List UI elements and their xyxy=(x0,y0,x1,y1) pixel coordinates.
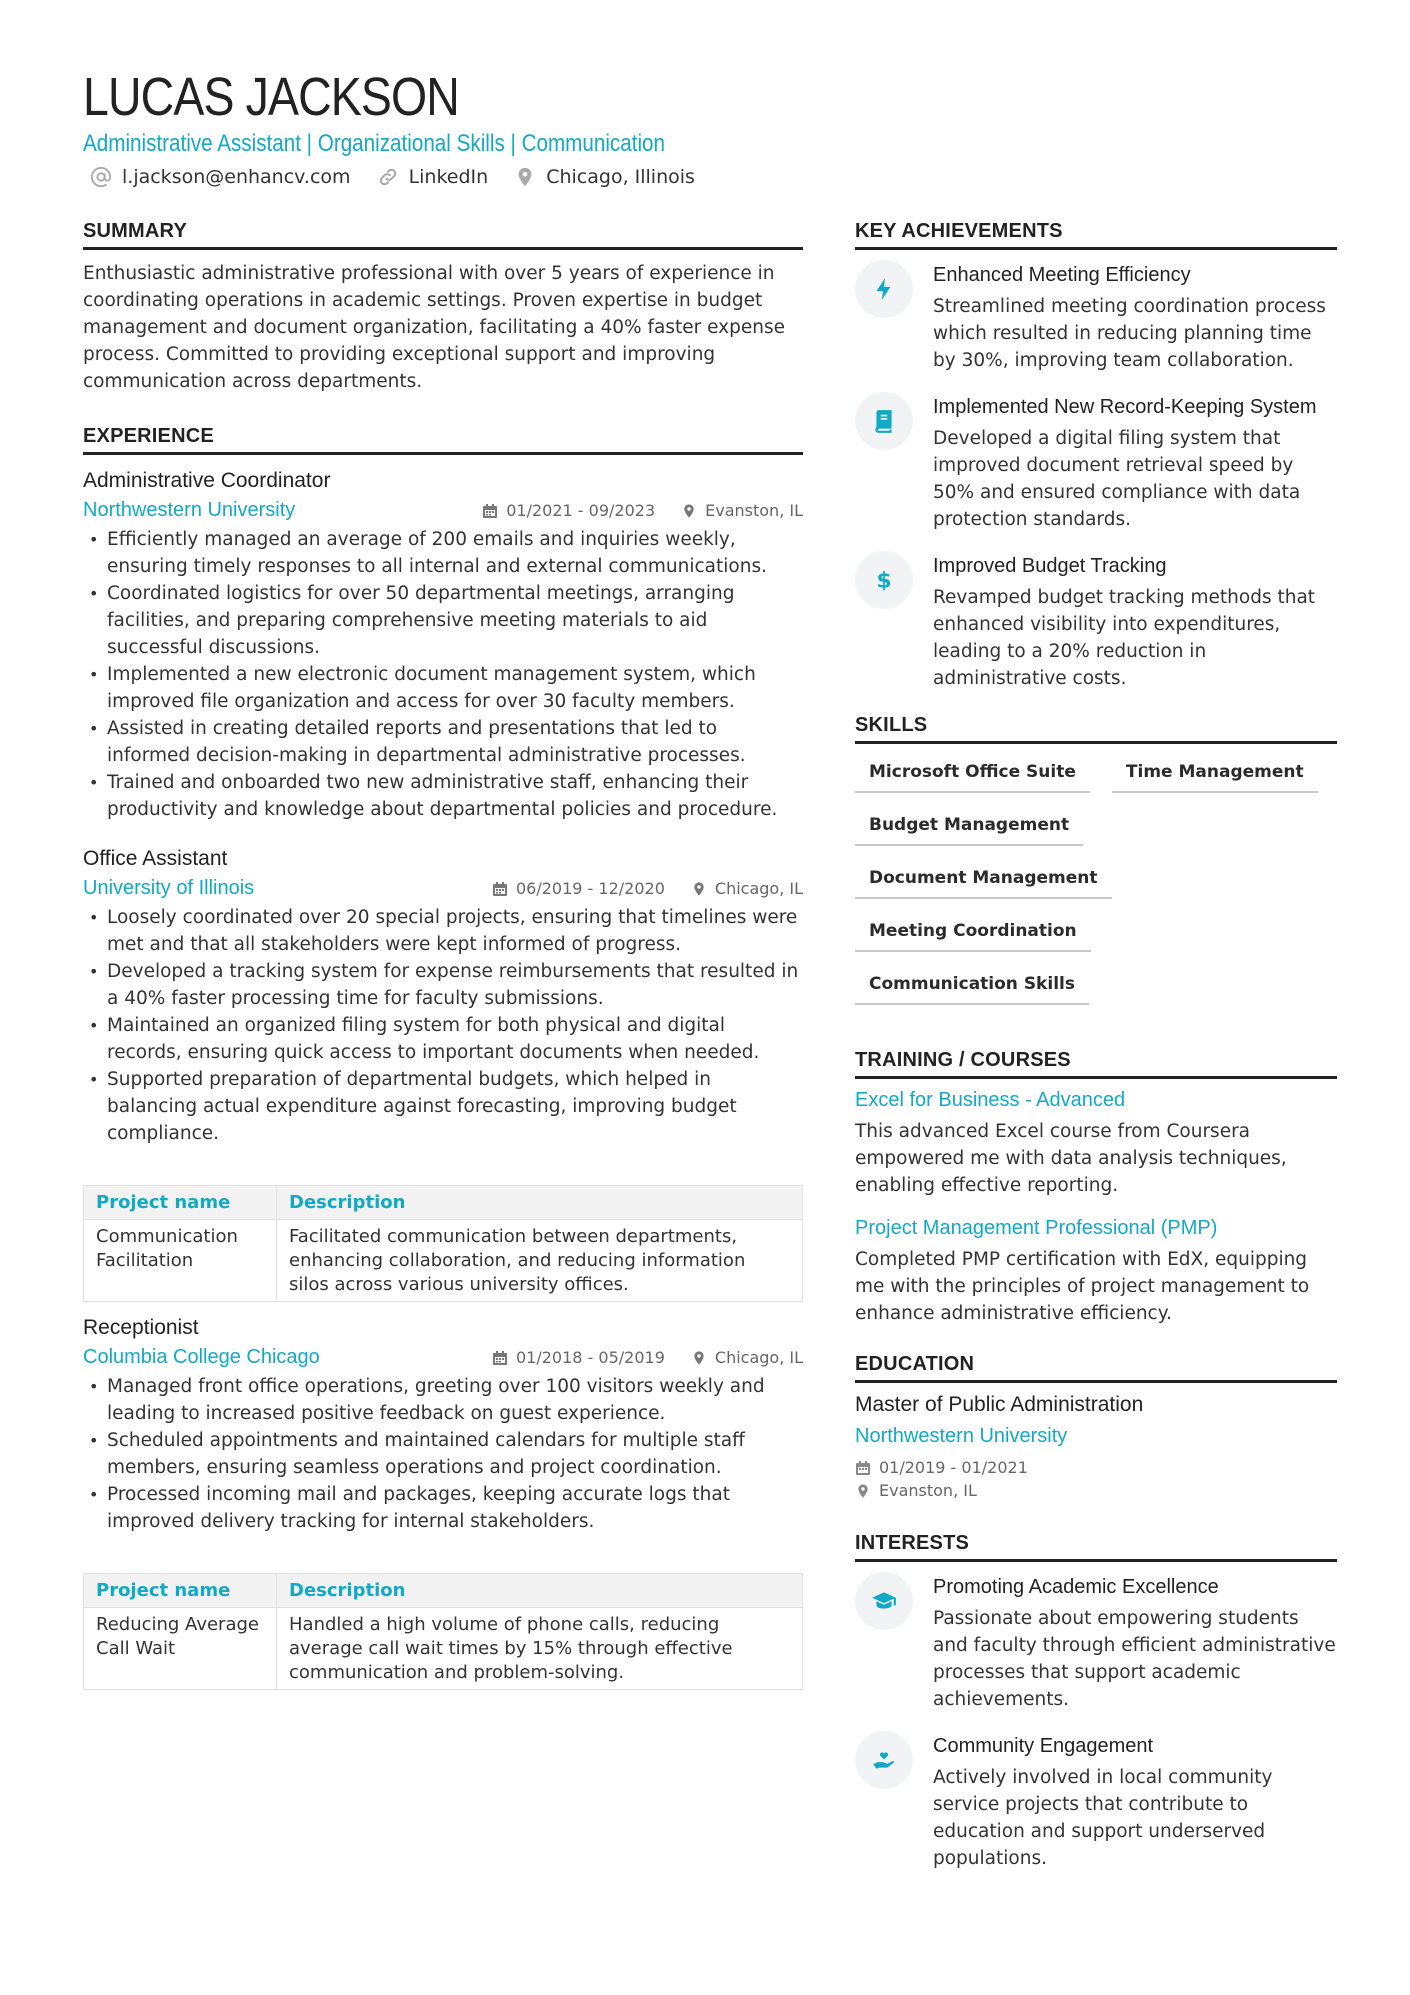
job-dates xyxy=(492,879,665,898)
job-role: Administrative Coordinator xyxy=(83,469,331,492)
course-title: Excel for Business - Advanced xyxy=(855,1089,1126,1111)
job-location xyxy=(681,501,803,520)
achievement-title: Implemented New Record-Keeping System xyxy=(933,396,1317,418)
job-role: Receptionist xyxy=(83,1316,199,1339)
job-dates xyxy=(492,1348,665,1367)
calendar-icon xyxy=(482,503,498,519)
project-table xyxy=(83,1185,803,1302)
location-pin-icon xyxy=(691,1350,707,1366)
hand-heart-icon xyxy=(871,1747,897,1773)
contact-linkedin-text: LinkedIn xyxy=(408,166,489,188)
job-organization: University of Illinois xyxy=(83,877,255,899)
lightning-bolt-icon xyxy=(871,276,897,302)
table-row xyxy=(84,1608,803,1690)
right-column xyxy=(855,220,1337,1890)
list-item: • Efficiently managed an average of 200 emails and inquiries weekly, ensuring timely responses to all internal and external communications. xyxy=(83,526,803,580)
job-entry xyxy=(83,1316,803,1690)
book-icon xyxy=(871,408,897,434)
list-item: • Processed incoming mail and packages, keeping accurate logs that improved delivery tracking for internal stakeholders. xyxy=(83,1481,803,1535)
achievement-item xyxy=(855,260,1337,374)
achievement-title: Improved Budget Tracking xyxy=(933,555,1167,577)
education-location-text: Evanston, IL xyxy=(879,1481,977,1500)
skills-list xyxy=(855,754,1337,1019)
list-item: • Loosely coordinated over 20 special projects, ensuring that timelines were met and that all stakeholders were kept informed of progress. xyxy=(83,904,803,958)
job-bullets xyxy=(83,904,803,1147)
education-degree: Master of Public Administration xyxy=(855,1393,1144,1416)
training-section xyxy=(855,1049,1337,1327)
achievement-description: Revamped budget tracking methods that enhanced visibility into expenditures, leading to a 20% reduction in administrative costs. xyxy=(933,587,1316,689)
interest-title: Promoting Academic Excellence xyxy=(933,1576,1219,1598)
job-bullets xyxy=(83,526,803,823)
achievements-section xyxy=(855,220,1337,692)
achievement-item xyxy=(855,551,1337,692)
contact-location xyxy=(514,166,695,188)
achievement-icon-badge xyxy=(855,260,913,318)
project-name-header: Project name xyxy=(84,1574,277,1608)
list-item: • Developed a tracking system for expense reimbursements that resulted in a 40% faster processing time for faculty submissions. xyxy=(83,958,803,1012)
contact-bar xyxy=(90,166,695,188)
achievements-heading: KEY ACHIEVEMENTS xyxy=(855,220,1337,250)
skill-tag: Meeting Coordination xyxy=(855,913,1091,952)
contact-location-text: Chicago, Illinois xyxy=(546,166,695,188)
education-dates xyxy=(855,1456,1337,1479)
job-entry xyxy=(83,847,803,1302)
skill-tag: Microsoft Office Suite xyxy=(855,754,1090,793)
calendar-icon xyxy=(492,881,508,897)
project-name: Communication Facilitation xyxy=(84,1220,277,1302)
skill-tag: Time Management xyxy=(1112,754,1318,793)
experience-heading: EXPERIENCE xyxy=(83,425,803,455)
job-dates xyxy=(482,501,655,520)
education-location xyxy=(855,1479,1337,1502)
list-item: • Managed front office operations, greeting over 100 visitors weekly and leading to increased positive feedback on guest experience. xyxy=(83,1373,803,1427)
location-pin-icon xyxy=(855,1483,871,1499)
project-description: Facilitated communication between departments, enhancing collaboration, and reducing information silos across various university offices. xyxy=(277,1220,803,1302)
interest-icon-badge xyxy=(855,1572,913,1630)
list-item: • Supported preparation of departmental budgets, which helped in balancing actual expenditure against forecasting, improving budget compliance. xyxy=(83,1066,803,1147)
list-item: • Assisted in creating detailed reports and presentations that led to informed decision-making in departmental administrative processes. xyxy=(83,715,803,769)
location-pin-icon xyxy=(681,503,697,519)
experience-section xyxy=(83,425,803,1690)
job-bullets xyxy=(83,1373,803,1535)
skills-section xyxy=(855,714,1337,1019)
course-item xyxy=(855,1217,1337,1327)
job-dates-text: 06/2019 - 12/2020 xyxy=(516,879,665,898)
achievement-description: Developed a digital filing system that improved document retrieval speed by 50% and ensured compliance with data protection standards. xyxy=(933,428,1301,530)
job-role: Office Assistant xyxy=(83,847,228,870)
location-pin-icon xyxy=(514,166,536,188)
education-heading: EDUCATION xyxy=(855,1353,1337,1383)
skills-heading: SKILLS xyxy=(855,714,1337,744)
achievement-item xyxy=(855,392,1337,533)
interest-description: Passionate about empowering students and faculty through efficient administrative processes that support academic achievements. xyxy=(933,1608,1336,1710)
job-location-text: Evanston, IL xyxy=(705,501,803,520)
contact-email-text: l.jackson@enhancv.com xyxy=(122,166,351,188)
interest-icon-badge xyxy=(855,1731,913,1789)
location-pin-icon xyxy=(691,881,707,897)
achievement-description: Streamlined meeting coordination process which resulted in reducing planning time by 30%, improving team collaboration. xyxy=(933,296,1326,371)
job-organization: Columbia College Chicago xyxy=(83,1346,320,1368)
list-item: • Trained and onboarded two new administrative staff, enhancing their productivity and knowledge about departmental policies and procedure. xyxy=(83,769,803,823)
education-section xyxy=(855,1353,1337,1502)
contact-email[interactable] xyxy=(90,166,351,188)
job-dates-text: 01/2021 - 09/2023 xyxy=(506,501,656,520)
calendar-icon xyxy=(855,1460,871,1476)
course-title: Project Management Professional (PMP) xyxy=(855,1217,1218,1239)
interest-description: Actively involved in local community service projects that contribute to education and support underserved populations. xyxy=(933,1767,1273,1869)
skill-tag: Budget Management xyxy=(855,807,1083,846)
job-location-text: Chicago, IL xyxy=(714,879,803,898)
achievement-title: Enhanced Meeting Efficiency xyxy=(933,264,1191,286)
summary-heading: SUMMARY xyxy=(83,220,803,250)
project-description-header: Description xyxy=(277,1186,803,1220)
project-description-header: Description xyxy=(277,1574,803,1608)
link-icon xyxy=(377,166,399,188)
achievement-icon-badge xyxy=(855,392,913,450)
dollar-icon xyxy=(871,567,897,593)
svg-text:$: $ xyxy=(876,568,892,593)
project-name-header: Project name xyxy=(84,1186,277,1220)
interest-title: Community Engagement xyxy=(933,1735,1154,1757)
list-item: • Coordinated logistics for over 50 departmental meetings, arranging facilities, and preparing comprehensive meeting materials to aid successful discussions. xyxy=(83,580,803,661)
left-column xyxy=(83,220,803,1690)
project-name: Reducing Average Call Wait xyxy=(84,1608,277,1690)
candidate-name: LUCAS JACKSON xyxy=(83,67,459,127)
education-school: Northwestern University xyxy=(855,1425,1068,1447)
project-table xyxy=(83,1573,803,1690)
contact-linkedin[interactable] xyxy=(377,166,489,188)
interest-item xyxy=(855,1731,1337,1872)
table-row xyxy=(84,1220,803,1302)
training-heading: TRAINING / COURSES xyxy=(855,1049,1337,1079)
at-icon xyxy=(90,166,112,188)
headline: Administrative Assistant | Organizational Skills | Communication xyxy=(83,130,665,157)
list-item: • Implemented a new electronic document management system, which improved file organization and access for over 30 faculty members. xyxy=(83,661,803,715)
project-description: Handled a high volume of phone calls, reducing average call wait times by 15% through effective communication and problem-solving. xyxy=(277,1608,803,1690)
list-item: • Maintained an organized filing system for both physical and digital records, ensuring quick access to important documents when needed. xyxy=(83,1012,803,1066)
education-dates-text: 01/2019 - 01/2021 xyxy=(879,1458,1028,1477)
job-location-text: Chicago, IL xyxy=(714,1348,803,1367)
summary-text: Enthusiastic administrative professional with over 5 years of experience in coordinating operations in academic settings. Proven expertise in budget management and document organization, facilitating a 40% faster expense process. Committed to providing exceptional support and improving communication across departments. xyxy=(83,263,785,392)
calendar-icon xyxy=(492,1350,508,1366)
achievement-icon-badge xyxy=(855,551,913,609)
job-location xyxy=(691,1348,803,1367)
course-item xyxy=(855,1089,1337,1199)
job-organization: Northwestern University xyxy=(83,499,296,521)
course-description: This advanced Excel course from Coursera empowered me with data analysis techniques, enabling effective reporting. xyxy=(855,1121,1287,1196)
interests-heading: INTERESTS xyxy=(855,1532,1337,1562)
interests-section xyxy=(855,1532,1337,1872)
skill-tag: Communication Skills xyxy=(855,966,1089,1005)
job-location xyxy=(691,879,803,898)
list-item: • Scheduled appointments and maintained calendars for multiple staff members, ensuring seamless operations and project coordination. xyxy=(83,1427,803,1481)
job-entry xyxy=(83,469,803,823)
graduation-cap-icon xyxy=(871,1588,897,1614)
course-description: Completed PMP certification with EdX, equipping me with the principles of project management to enhance administrative efficiency. xyxy=(855,1249,1310,1324)
summary-section xyxy=(83,220,803,395)
interest-item xyxy=(855,1572,1337,1713)
job-dates-text: 01/2018 - 05/2019 xyxy=(516,1348,665,1367)
skill-tag: Document Management xyxy=(855,860,1112,899)
